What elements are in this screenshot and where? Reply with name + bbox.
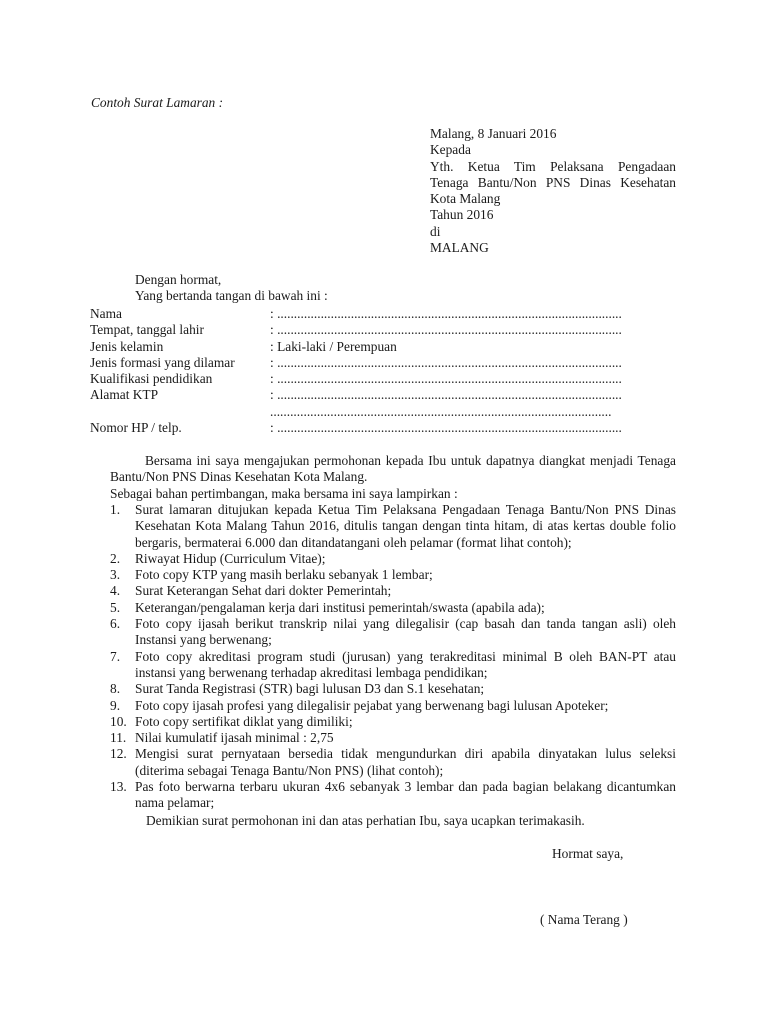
field-value: : ....................................................................................................... (270, 322, 622, 338)
item-text: Pas foto berwarna terbaru ukuran 4x6 sebanyak 3 lembar dan pada bagian belakang dicantumkan nama pelamar; (135, 779, 676, 811)
recipient-line-3: Kota Malang (430, 191, 501, 207)
attachments-intro: Sebagai bahan pertimbangan, maka bersama ini saya lampirkan : (110, 486, 458, 501)
addressed-to: Kepada (430, 142, 471, 158)
field-value: : ....................................................................................................... (270, 420, 622, 436)
list-item (110, 649, 676, 682)
body-paragraph: Bersama ini saya mengajukan permohonan kepada Ibu untuk dapatnya diangkat menjadi Tenaga Bantu/Non PNS Dinas Kesehatan Kota Malang. (110, 453, 676, 485)
field-label: Nama (90, 306, 122, 321)
field-row (90, 322, 650, 338)
list-item (110, 714, 676, 730)
list-item (110, 551, 676, 567)
item-text: Surat Keterangan Sehat dari dokter Pemerintah; (135, 583, 392, 599)
item-text: Surat Tanda Registrasi (STR) bagi lulusan D3 dan S.1 kesehatan; (135, 681, 485, 697)
field-row (90, 387, 650, 403)
item-text: Foto copy sertifikat diklat yang dimiliki; (135, 713, 353, 729)
document-title: Contoh Surat Lamaran : (91, 95, 224, 110)
greeting-block (135, 272, 328, 305)
recipient-address-block (430, 126, 676, 256)
field-label: Tempat, tanggal lahir (90, 322, 204, 338)
field-value: : ....................................................................................................... (270, 306, 622, 321)
list-item (110, 746, 676, 779)
field-label: Jenis formasi yang dilamar (90, 354, 235, 370)
list-item (110, 698, 676, 714)
field-value: : ....................................................................................................... (270, 387, 622, 403)
attachments-list (110, 502, 676, 812)
signature-regards: Hormat saya, (552, 846, 624, 861)
item-number: 1. (110, 502, 121, 517)
recipient-line-2: Tenaga Bantu/Non PNS Dinas Kesehatan (430, 174, 676, 190)
recipient-di: di (430, 223, 441, 239)
item-text: Foto copy ijasah profesi yang dilegalisir pejabat yang berwenang bagi lulusan Apoteker; (135, 697, 609, 713)
item-number: 6. (110, 616, 121, 632)
list-item (110, 600, 676, 616)
item-number: 3. (110, 567, 121, 583)
field-value: : Laki-laki / Perempuan (270, 338, 397, 354)
item-number: 10. (110, 713, 127, 729)
closing-sentence: Demikian surat permohonan ini dan atas perhatian Ibu, saya ucapkan terimakasih. (146, 813, 585, 828)
item-number: 9. (110, 697, 121, 713)
item-text: Nilai kumulatif ijasah minimal : 2,75 (135, 730, 334, 746)
item-number: 13. (110, 779, 127, 795)
item-number: 7. (110, 648, 121, 664)
signature-name: ( Nama Terang ) (540, 912, 628, 927)
item-text: Mengisi surat pernyataan bersedia tidak mengundurkan diri apabila dinyatakan lulus seleksi (diterima sebagai Tenaga Bantu/Non PNS) (lihat contoh); (135, 746, 676, 778)
item-number: 2. (110, 550, 121, 566)
field-row (90, 371, 650, 387)
field-row (90, 420, 650, 436)
item-text: Foto copy akreditasi program studi (jurusan) yang terakreditasi minimal B oleh BAN-PT atau instansi yang berwenang terhadap akreditasi lembaga pendidikan; (135, 648, 676, 680)
field-row (90, 404, 650, 420)
greeting-hormat: Dengan hormat, (135, 272, 222, 287)
applicant-fields (90, 306, 650, 436)
recipient-line-1: Yth. Ketua Tim Pelaksana Pengadaan (430, 158, 676, 174)
list-item (110, 779, 676, 812)
item-text: Foto copy KTP yang masih berlaku sebanyak 1 lembar; (135, 567, 433, 583)
item-text: Keterangan/pengalaman kerja dari institusi pemerintah/swasta (apabila ada); (135, 599, 545, 615)
field-label (90, 404, 270, 420)
item-number: 12. (110, 746, 127, 762)
field-value: : ....................................................................................................... (270, 371, 622, 387)
item-number: 11. (110, 730, 127, 746)
list-item (110, 616, 676, 649)
greeting-undersigned: Yang bertanda tangan di bawah ini : (135, 288, 328, 304)
list-item (110, 730, 676, 746)
field-row (90, 306, 650, 322)
item-number: 5. (110, 599, 121, 615)
field-label: Alamat KTP (90, 387, 159, 403)
list-item (110, 502, 676, 551)
item-number: 8. (110, 681, 121, 697)
recipient-year: Tahun 2016 (430, 207, 494, 223)
list-item (110, 681, 676, 697)
field-label: Kualifikasi pendidikan (90, 371, 213, 387)
list-item (110, 567, 676, 583)
field-row (90, 339, 650, 355)
field-row (90, 355, 650, 371)
letter-date: Malang, 8 Januari 2016 (430, 126, 557, 141)
item-text: Riwayat Hidup (Curriculum Vitae); (135, 550, 326, 566)
field-label: Nomor HP / telp. (90, 420, 182, 436)
list-item (110, 583, 676, 599)
recipient-city: MALANG (430, 240, 489, 256)
field-value: : ....................................................................................................... (270, 354, 622, 370)
field-value: ...................................................................................................... (270, 403, 612, 419)
item-text: Surat lamaran ditujukan kepada Ketua Tim Pelaksana Pengadaan Tenaga Bantu/Non PNS Dinas Kesehatan Kota Malang Tahun 2016, ditulis tangan dengan tinta hitam, di atas kertas double folio bergaris, bermaterai 6.000 dan ditandatangani oleh pelamar (format lihat contoh); (135, 502, 676, 550)
field-label: Jenis kelamin (90, 338, 164, 354)
item-text: Foto copy ijasah berikut transkrip nilai yang dilegalisir (cap basah dan tanda tangan asli) oleh Instansi yang berwenang; (135, 616, 676, 648)
item-number: 4. (110, 583, 121, 599)
